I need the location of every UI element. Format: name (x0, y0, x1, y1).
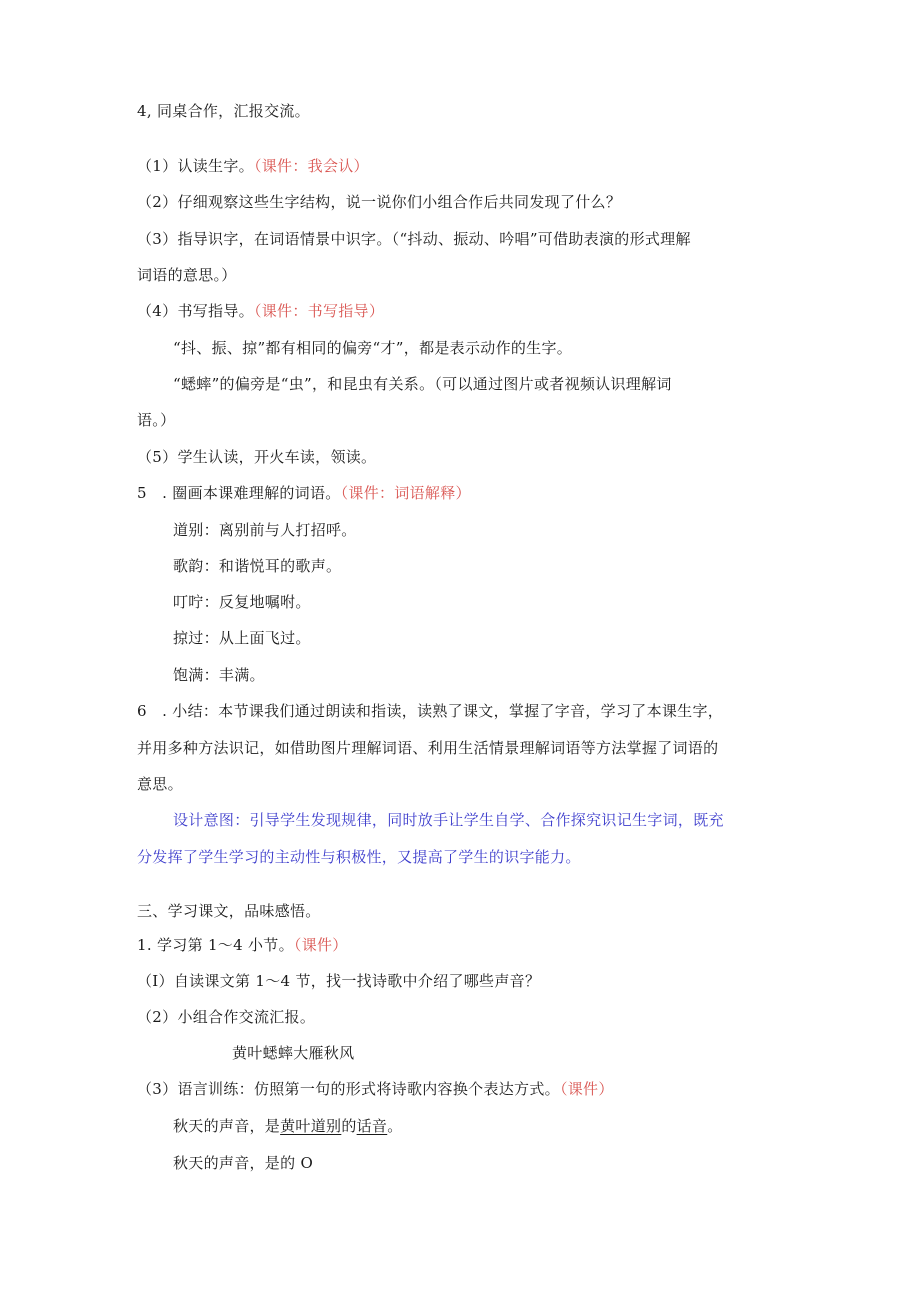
courseware-note: （课件：我会认） (253, 157, 369, 175)
courseware-note: （课件） (293, 936, 348, 954)
summary-line-1: 6 . 小结：本节课我们通过朗读和指读，读熟了课文，掌握了字音，学习了本课生字， (137, 702, 724, 720)
radical-explanation: “抖、振、掠”都有相同的偏旁“才”，都是表示动作的生字。 (173, 339, 573, 357)
step-4-line (137, 301, 384, 321)
sub-item-1-line: （I）自读课文第 1～4 节，找一找诗歌中介绍了哪些声音？ (137, 972, 541, 990)
example-connector: 的 (341, 1117, 357, 1135)
step-1-text: （1）认读生字。 (137, 157, 254, 175)
step-5-line: （5）学生认读，开火车读，领读。 (137, 448, 377, 466)
word-definition: 歌韵：和谐悦耳的歌声。 (173, 557, 342, 575)
example-sentence-2: 秋天的声音，是的 O (173, 1154, 314, 1172)
part-3-heading: 三、学习课文，品味感悟。 (137, 902, 321, 920)
courseware-note: （课件：词语解释） (340, 484, 471, 502)
step-4-text: （4）书写指导。 (137, 302, 254, 320)
underlined-phrase: 黄叶道别 (280, 1117, 342, 1135)
design-intent-line-1: 设计意图：引导学生发现规律，同时放手让学生自学、合作探究识记生字词，既充 (173, 811, 724, 829)
part-3-item-1-text: 1. 学习第 1～4 小节。 (137, 936, 294, 954)
word-definition: 道别：离别前与人打招呼。 (173, 521, 357, 539)
underlined-phrase: 话音 (356, 1117, 388, 1135)
cricket-explanation-line-2: 语。） (137, 411, 176, 429)
step-1-line (137, 156, 369, 176)
sub-item-3-line (137, 1079, 614, 1099)
summary-line-2: 并用多种方法识记，如借助图片理解词语、利用生活情景理解词语等方法掌握了词语的 (137, 739, 719, 757)
step-2-line: （2）仔细观察这些生字结构，说一说你们小组合作后共同发现了什么？ (137, 193, 622, 211)
section-4-heading: 4, 同桌合作，汇报交流。 (137, 102, 310, 120)
word-definition: 掠过：从上面飞过。 (173, 629, 311, 647)
part-3-item-1-line (137, 935, 348, 955)
sub-item-2-line: （2）小组合作交流汇报。 (137, 1008, 316, 1026)
step-3-line-1: （3）指导识字，在词语情景中识字。（“抖动、振动、吟唱”可借助表演的形式理解 (137, 230, 691, 248)
sub-item-3-text: （3）语言训练：仿照第一句的形式将诗歌内容换个表达方式。 (137, 1080, 560, 1098)
word-definition: 饱满：丰满。 (173, 666, 265, 684)
sound-sources-list: 黄叶蟋蟀大雁秋风 (232, 1044, 355, 1062)
courseware-note: （课件：书写指导） (253, 302, 385, 320)
courseware-note: （课件） (559, 1080, 614, 1098)
section-5-heading-line (137, 483, 471, 503)
summary-line-3: 意思。 (137, 775, 183, 793)
word-definition: 叮咛：反复地嘱咐。 (173, 593, 311, 611)
step-3-line-2: 词语的意思。） (137, 266, 237, 284)
cricket-explanation-line-1: “蟋蟀”的偏旁是“虫”，和昆虫有关系。（可以通过图片或者视频认识理解词 (173, 375, 672, 393)
section-5-heading: 5 . 圈画本课难理解的词语。 (137, 484, 341, 502)
example-sentence-1 (173, 1116, 403, 1136)
example-prefix: 秋天的声音，是 (173, 1117, 281, 1135)
example-end: 。 (387, 1117, 403, 1135)
design-intent-line-2: 分发挥了学生学习的主动性与积极性，又提高了学生的识字能力。 (137, 848, 581, 866)
